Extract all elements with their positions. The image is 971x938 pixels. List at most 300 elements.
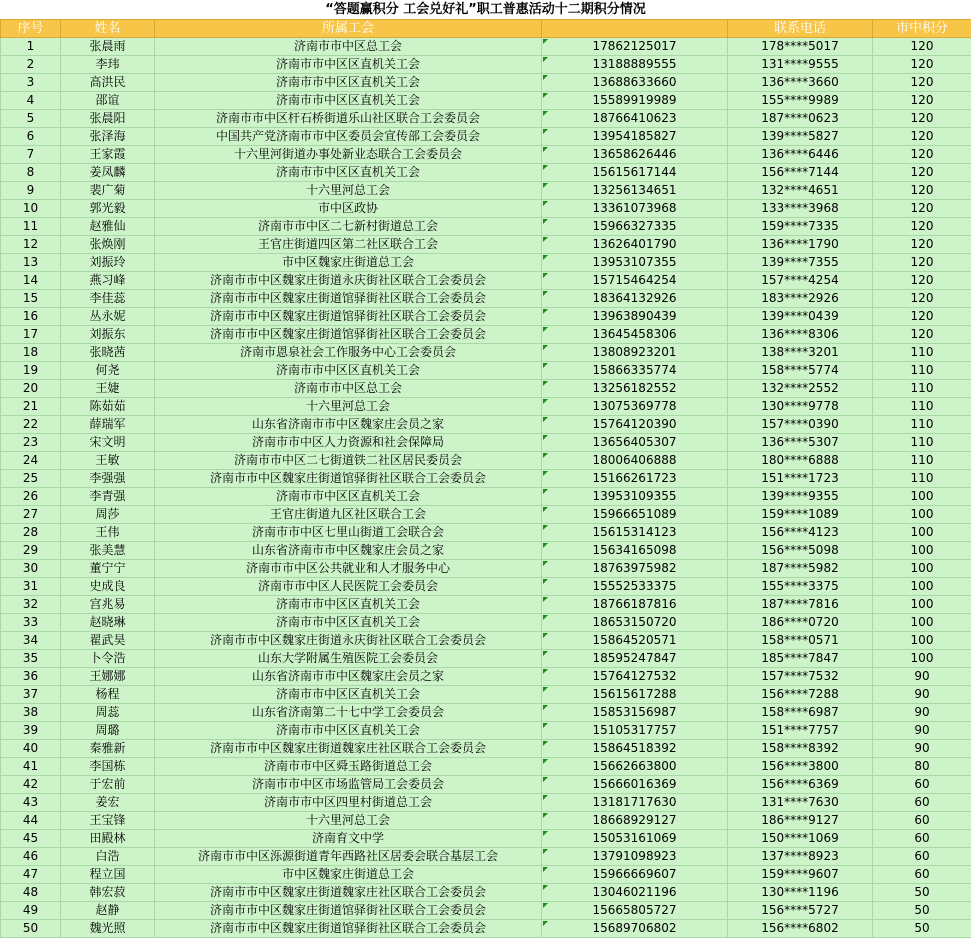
cell-phone-full[interactable]: 13256182552 <box>542 380 728 398</box>
cell-name[interactable]: 李玮 <box>61 56 155 74</box>
cell-phone-masked[interactable]: 136****6446 <box>728 146 873 164</box>
cell-index[interactable]: 16 <box>1 308 61 326</box>
cell-union[interactable]: 十六里河总工会 <box>155 182 542 200</box>
cell-points[interactable]: 60 <box>873 866 971 884</box>
cell-index[interactable]: 31 <box>1 578 61 596</box>
cell-points[interactable]: 100 <box>873 560 971 578</box>
cell-phone-masked[interactable]: 187****0623 <box>728 110 873 128</box>
cell-name[interactable]: 于宏前 <box>61 776 155 794</box>
cell-index[interactable]: 1 <box>1 38 61 56</box>
cell-index[interactable]: 14 <box>1 272 61 290</box>
cell-union[interactable]: 山东省济南市市中区魏家庄会员之家 <box>155 416 542 434</box>
cell-points[interactable]: 120 <box>873 110 971 128</box>
cell-name[interactable]: 周蕊 <box>61 704 155 722</box>
cell-phone-full[interactable]: 15666016369 <box>542 776 728 794</box>
cell-phone-full[interactable]: 15634165098 <box>542 542 728 560</box>
cell-phone-masked[interactable]: 178****5017 <box>728 38 873 56</box>
cell-points[interactable]: 120 <box>873 290 971 308</box>
cell-phone-full[interactable]: 15966651089 <box>542 506 728 524</box>
cell-phone-masked[interactable]: 136****8306 <box>728 326 873 344</box>
cell-index[interactable]: 50 <box>1 920 61 938</box>
cell-points[interactable]: 90 <box>873 668 971 686</box>
cell-index[interactable]: 49 <box>1 902 61 920</box>
cell-index[interactable]: 18 <box>1 344 61 362</box>
cell-index[interactable]: 4 <box>1 92 61 110</box>
cell-phone-masked[interactable]: 150****1069 <box>728 830 873 848</box>
cell-name[interactable]: 卜令浩 <box>61 650 155 668</box>
cell-points[interactable]: 120 <box>873 218 971 236</box>
cell-phone-full[interactable]: 13953109355 <box>542 488 728 506</box>
cell-union[interactable]: 济南市市中区魏家庄街道馆驿街社区联合工会委员会 <box>155 326 542 344</box>
cell-union[interactable]: 济南市市中区人力资源和社会保障局 <box>155 434 542 452</box>
cell-points[interactable]: 100 <box>873 632 971 650</box>
cell-name[interactable]: 秦雅新 <box>61 740 155 758</box>
cell-phone-masked[interactable]: 139****7355 <box>728 254 873 272</box>
cell-phone-masked[interactable]: 158****6987 <box>728 704 873 722</box>
cell-name[interactable]: 王家霞 <box>61 146 155 164</box>
cell-union[interactable]: 济南市市中区舜玉路街道总工会 <box>155 758 542 776</box>
cell-name[interactable]: 张晨阳 <box>61 110 155 128</box>
cell-points[interactable]: 120 <box>873 146 971 164</box>
cell-index[interactable]: 15 <box>1 290 61 308</box>
cell-name[interactable]: 张晓茜 <box>61 344 155 362</box>
cell-name[interactable]: 刘振东 <box>61 326 155 344</box>
cell-phone-full[interactable]: 18766187816 <box>542 596 728 614</box>
cell-union[interactable]: 济南市市中区区直机关工会 <box>155 92 542 110</box>
cell-phone-masked[interactable]: 132****4651 <box>728 182 873 200</box>
cell-name[interactable]: 姜宏 <box>61 794 155 812</box>
cell-index[interactable]: 2 <box>1 56 61 74</box>
cell-phone-full[interactable]: 13181717630 <box>542 794 728 812</box>
cell-index[interactable]: 5 <box>1 110 61 128</box>
cell-points[interactable]: 60 <box>873 848 971 866</box>
cell-index[interactable]: 19 <box>1 362 61 380</box>
cell-phone-full[interactable]: 15105317757 <box>542 722 728 740</box>
cell-name[interactable]: 张美慧 <box>61 542 155 560</box>
cell-points[interactable]: 100 <box>873 650 971 668</box>
cell-phone-masked[interactable]: 131****9555 <box>728 56 873 74</box>
cell-index[interactable]: 24 <box>1 452 61 470</box>
cell-points[interactable]: 110 <box>873 434 971 452</box>
cell-phone-full[interactable]: 18006406888 <box>542 452 728 470</box>
cell-points[interactable]: 80 <box>873 758 971 776</box>
cell-points[interactable]: 60 <box>873 830 971 848</box>
cell-phone-masked[interactable]: 183****2926 <box>728 290 873 308</box>
cell-name[interactable]: 周璐 <box>61 722 155 740</box>
cell-points[interactable]: 90 <box>873 704 971 722</box>
cell-name[interactable]: 周莎 <box>61 506 155 524</box>
cell-phone-full[interactable]: 13954185827 <box>542 128 728 146</box>
cell-union[interactable]: 济南市市中区区直机关工会 <box>155 74 542 92</box>
cell-phone-full[interactable]: 13256134651 <box>542 182 728 200</box>
cell-phone-masked[interactable]: 133****3968 <box>728 200 873 218</box>
cell-index[interactable]: 37 <box>1 686 61 704</box>
cell-points[interactable]: 100 <box>873 506 971 524</box>
cell-phone-full[interactable]: 13953107355 <box>542 254 728 272</box>
header-name[interactable]: 姓名 <box>61 20 155 38</box>
cell-union[interactable]: 济南育文中学 <box>155 830 542 848</box>
cell-name[interactable]: 张晨雨 <box>61 38 155 56</box>
cell-phone-masked[interactable]: 136****3660 <box>728 74 873 92</box>
cell-union[interactable]: 济南市市中区魏家庄街道馆驿街社区联合工会委员会 <box>155 920 542 938</box>
cell-index[interactable]: 34 <box>1 632 61 650</box>
cell-phone-masked[interactable]: 138****3201 <box>728 344 873 362</box>
cell-name[interactable]: 李青强 <box>61 488 155 506</box>
cell-phone-full[interactable]: 13791098923 <box>542 848 728 866</box>
cell-union[interactable]: 济南市市中区四里村街道总工会 <box>155 794 542 812</box>
cell-name[interactable]: 邵谊 <box>61 92 155 110</box>
cell-name[interactable]: 高洪民 <box>61 74 155 92</box>
cell-points[interactable]: 120 <box>873 200 971 218</box>
cell-points[interactable]: 120 <box>873 308 971 326</box>
cell-union[interactable]: 济南市市中区二七新村街道总工会 <box>155 218 542 236</box>
cell-union[interactable]: 济南市市中区区直机关工会 <box>155 686 542 704</box>
cell-union[interactable]: 济南市市中区人民医院工会委员会 <box>155 578 542 596</box>
cell-name[interactable]: 李佳蕊 <box>61 290 155 308</box>
cell-union[interactable]: 济南市市中区区直机关工会 <box>155 56 542 74</box>
cell-union[interactable]: 济南市市中区区直机关工会 <box>155 164 542 182</box>
cell-index[interactable]: 11 <box>1 218 61 236</box>
cell-index[interactable]: 12 <box>1 236 61 254</box>
cell-union[interactable]: 市中区魏家庄街道总工会 <box>155 866 542 884</box>
cell-points[interactable]: 50 <box>873 902 971 920</box>
cell-union[interactable]: 济南市市中区魏家庄街道馆驿街社区联合工会委员会 <box>155 308 542 326</box>
cell-index[interactable]: 23 <box>1 434 61 452</box>
cell-index[interactable]: 7 <box>1 146 61 164</box>
cell-points[interactable]: 120 <box>873 56 971 74</box>
cell-points[interactable]: 120 <box>873 272 971 290</box>
cell-index[interactable]: 32 <box>1 596 61 614</box>
cell-points[interactable]: 110 <box>873 362 971 380</box>
cell-union[interactable]: 济南市市中区二七街道铁二社区居民委员会 <box>155 452 542 470</box>
cell-points[interactable]: 120 <box>873 326 971 344</box>
cell-union[interactable]: 王官庄街道四区第二社区联合工会 <box>155 236 542 254</box>
cell-index[interactable]: 41 <box>1 758 61 776</box>
cell-phone-full[interactable]: 15615314123 <box>542 524 728 542</box>
cell-index[interactable]: 22 <box>1 416 61 434</box>
cell-name[interactable]: 白浩 <box>61 848 155 866</box>
cell-phone-masked[interactable]: 156****6369 <box>728 776 873 794</box>
cell-phone-full[interactable]: 13645458306 <box>542 326 728 344</box>
cell-union[interactable]: 市中区政协 <box>155 200 542 218</box>
cell-union[interactable]: 济南市市中区区直机关工会 <box>155 488 542 506</box>
cell-points[interactable]: 120 <box>873 38 971 56</box>
cell-union[interactable]: 济南市恩泉社会工作服务中心工会委员会 <box>155 344 542 362</box>
cell-points[interactable]: 120 <box>873 128 971 146</box>
cell-index[interactable]: 42 <box>1 776 61 794</box>
cell-index[interactable]: 13 <box>1 254 61 272</box>
cell-name[interactable]: 王伟 <box>61 524 155 542</box>
cell-phone-full[interactable]: 18763975982 <box>542 560 728 578</box>
cell-union[interactable]: 十六里河总工会 <box>155 812 542 830</box>
cell-phone-full[interactable]: 15966669607 <box>542 866 728 884</box>
cell-phone-full[interactable]: 17862125017 <box>542 38 728 56</box>
cell-name[interactable]: 刘振玲 <box>61 254 155 272</box>
cell-phone-full[interactable]: 15864520571 <box>542 632 728 650</box>
cell-index[interactable]: 8 <box>1 164 61 182</box>
cell-name[interactable]: 赵晓琳 <box>61 614 155 632</box>
cell-phone-full[interactable]: 13963890439 <box>542 308 728 326</box>
cell-phone-full[interactable]: 15615617288 <box>542 686 728 704</box>
cell-phone-masked[interactable]: 157****0390 <box>728 416 873 434</box>
cell-points[interactable]: 100 <box>873 578 971 596</box>
cell-phone-full[interactable]: 15764120390 <box>542 416 728 434</box>
cell-phone-masked[interactable]: 186****0720 <box>728 614 873 632</box>
cell-name[interactable]: 何尧 <box>61 362 155 380</box>
cell-points[interactable]: 120 <box>873 254 971 272</box>
cell-phone-masked[interactable]: 187****7816 <box>728 596 873 614</box>
cell-name[interactable]: 杨程 <box>61 686 155 704</box>
cell-union[interactable]: 山东省济南市市中区魏家庄会员之家 <box>155 668 542 686</box>
cell-name[interactable]: 姜凤麟 <box>61 164 155 182</box>
cell-union[interactable]: 济南市市中区区直机关工会 <box>155 362 542 380</box>
cell-phone-full[interactable]: 15689706802 <box>542 920 728 938</box>
cell-phone-masked[interactable]: 155****9989 <box>728 92 873 110</box>
cell-index[interactable]: 9 <box>1 182 61 200</box>
cell-name[interactable]: 韩宏菽 <box>61 884 155 902</box>
cell-index[interactable]: 3 <box>1 74 61 92</box>
cell-union[interactable]: 市中区魏家庄街道总工会 <box>155 254 542 272</box>
header-union[interactable]: 所属工会 <box>155 20 542 38</box>
cell-phone-masked[interactable]: 157****7532 <box>728 668 873 686</box>
cell-index[interactable]: 26 <box>1 488 61 506</box>
cell-points[interactable]: 60 <box>873 794 971 812</box>
cell-phone-masked[interactable]: 131****7630 <box>728 794 873 812</box>
cell-union[interactable]: 济南市市中区魏家庄街道馆驿街社区联合工会委员会 <box>155 470 542 488</box>
cell-points[interactable]: 100 <box>873 596 971 614</box>
cell-phone-masked[interactable]: 139****0439 <box>728 308 873 326</box>
cell-union[interactable]: 济南市市中区总工会 <box>155 380 542 398</box>
cell-phone-masked[interactable]: 185****7847 <box>728 650 873 668</box>
cell-phone-masked[interactable]: 151****7757 <box>728 722 873 740</box>
cell-phone-masked[interactable]: 156****7288 <box>728 686 873 704</box>
cell-phone-full[interactable]: 18766410623 <box>542 110 728 128</box>
cell-index[interactable]: 35 <box>1 650 61 668</box>
cell-index[interactable]: 17 <box>1 326 61 344</box>
cell-name[interactable]: 张焕刚 <box>61 236 155 254</box>
cell-union[interactable]: 济南市市中区杆石桥街道乐山社区联合工会委员会 <box>155 110 542 128</box>
cell-name[interactable]: 宫兆易 <box>61 596 155 614</box>
cell-union[interactable]: 济南市市中区区直机关工会 <box>155 722 542 740</box>
cell-name[interactable]: 赵静 <box>61 902 155 920</box>
cell-union[interactable]: 济南市市中区总工会 <box>155 38 542 56</box>
header-phone-full[interactable] <box>542 20 728 38</box>
cell-phone-full[interactable]: 13075369778 <box>542 398 728 416</box>
cell-index[interactable]: 25 <box>1 470 61 488</box>
cell-phone-full[interactable]: 13046021196 <box>542 884 728 902</box>
cell-index[interactable]: 44 <box>1 812 61 830</box>
cell-phone-masked[interactable]: 136****1790 <box>728 236 873 254</box>
cell-points[interactable]: 120 <box>873 74 971 92</box>
cell-name[interactable]: 陈茹茹 <box>61 398 155 416</box>
cell-phone-full[interactable]: 18595247847 <box>542 650 728 668</box>
cell-union[interactable]: 山东大学附属生殖医院工会委员会 <box>155 650 542 668</box>
cell-name[interactable]: 董宁宁 <box>61 560 155 578</box>
cell-index[interactable]: 39 <box>1 722 61 740</box>
cell-name[interactable]: 王婕 <box>61 380 155 398</box>
header-points[interactable]: 市中积分 <box>873 20 971 38</box>
cell-name[interactable]: 宋文明 <box>61 434 155 452</box>
cell-name[interactable]: 李强强 <box>61 470 155 488</box>
cell-points[interactable]: 120 <box>873 92 971 110</box>
cell-union[interactable]: 济南市市中区魏家庄街道馆驿街社区联合工会委员会 <box>155 290 542 308</box>
cell-points[interactable]: 110 <box>873 398 971 416</box>
cell-phone-masked[interactable]: 151****1723 <box>728 470 873 488</box>
cell-phone-masked[interactable]: 156****5098 <box>728 542 873 560</box>
cell-phone-full[interactable]: 18668929127 <box>542 812 728 830</box>
cell-phone-masked[interactable]: 180****6888 <box>728 452 873 470</box>
cell-points[interactable]: 90 <box>873 686 971 704</box>
cell-phone-full[interactable]: 15166261723 <box>542 470 728 488</box>
cell-union[interactable]: 山东省济南第二十七中学工会委员会 <box>155 704 542 722</box>
cell-phone-full[interactable]: 15966327335 <box>542 218 728 236</box>
cell-phone-full[interactable]: 15552533375 <box>542 578 728 596</box>
cell-phone-full[interactable]: 13188889555 <box>542 56 728 74</box>
cell-phone-full[interactable]: 15589919989 <box>542 92 728 110</box>
cell-phone-masked[interactable]: 156****4123 <box>728 524 873 542</box>
cell-points[interactable]: 110 <box>873 380 971 398</box>
cell-phone-masked[interactable]: 139****5827 <box>728 128 873 146</box>
cell-points[interactable]: 120 <box>873 236 971 254</box>
cell-union[interactable]: 济南市市中区公共就业和人才服务中心 <box>155 560 542 578</box>
cell-name[interactable]: 丛永妮 <box>61 308 155 326</box>
cell-name[interactable]: 王宝锋 <box>61 812 155 830</box>
cell-name[interactable]: 王敏 <box>61 452 155 470</box>
cell-name[interactable]: 燕习峰 <box>61 272 155 290</box>
cell-name[interactable]: 薛瑞军 <box>61 416 155 434</box>
cell-phone-masked[interactable]: 158****8392 <box>728 740 873 758</box>
cell-name[interactable]: 程立国 <box>61 866 155 884</box>
cell-phone-masked[interactable]: 137****8923 <box>728 848 873 866</box>
cell-phone-full[interactable]: 13361073968 <box>542 200 728 218</box>
cell-phone-full[interactable]: 13658626446 <box>542 146 728 164</box>
cell-index[interactable]: 36 <box>1 668 61 686</box>
cell-phone-full[interactable]: 13626401790 <box>542 236 728 254</box>
cell-points[interactable]: 100 <box>873 524 971 542</box>
cell-phone-masked[interactable]: 186****9127 <box>728 812 873 830</box>
cell-name[interactable]: 田殿林 <box>61 830 155 848</box>
cell-index[interactable]: 40 <box>1 740 61 758</box>
cell-phone-full[interactable]: 18653150720 <box>542 614 728 632</box>
cell-phone-masked[interactable]: 132****2552 <box>728 380 873 398</box>
cell-name[interactable]: 魏光照 <box>61 920 155 938</box>
cell-name[interactable]: 赵雅仙 <box>61 218 155 236</box>
cell-union[interactable]: 济南市市中区泺源街道青年西路社区居委会联合基层工会 <box>155 848 542 866</box>
cell-index[interactable]: 27 <box>1 506 61 524</box>
cell-union[interactable]: 济南市市中区魏家庄街道魏家庄社区联合工会委员会 <box>155 740 542 758</box>
cell-index[interactable]: 46 <box>1 848 61 866</box>
cell-index[interactable]: 43 <box>1 794 61 812</box>
cell-phone-masked[interactable]: 139****9355 <box>728 488 873 506</box>
header-index[interactable]: 序号 <box>1 20 61 38</box>
cell-phone-full[interactable]: 15864518392 <box>542 740 728 758</box>
cell-phone-masked[interactable]: 156****7144 <box>728 164 873 182</box>
cell-points[interactable]: 50 <box>873 920 971 938</box>
cell-name[interactable]: 史成良 <box>61 578 155 596</box>
cell-union[interactable]: 十六里河总工会 <box>155 398 542 416</box>
cell-union[interactable]: 济南市市中区魏家庄街道魏家庄社区联合工会委员会 <box>155 884 542 902</box>
cell-index[interactable]: 28 <box>1 524 61 542</box>
header-phone[interactable]: 联系电话 <box>728 20 873 38</box>
cell-union[interactable]: 济南市市中区魏家庄街道永庆街社区联合工会委员会 <box>155 632 542 650</box>
cell-index[interactable]: 47 <box>1 866 61 884</box>
cell-points[interactable]: 90 <box>873 722 971 740</box>
cell-points[interactable]: 100 <box>873 542 971 560</box>
cell-points[interactable]: 110 <box>873 416 971 434</box>
cell-points[interactable]: 100 <box>873 488 971 506</box>
cell-union[interactable]: 中国共产党济南市市中区委员会宣传部工会委员会 <box>155 128 542 146</box>
cell-phone-full[interactable]: 15853156987 <box>542 704 728 722</box>
cell-union[interactable]: 济南市市中区区直机关工会 <box>155 614 542 632</box>
cell-phone-masked[interactable]: 136****5307 <box>728 434 873 452</box>
cell-phone-masked[interactable]: 157****4254 <box>728 272 873 290</box>
cell-phone-full[interactable]: 18364132926 <box>542 290 728 308</box>
cell-union[interactable]: 济南市市中区区直机关工会 <box>155 596 542 614</box>
cell-phone-full[interactable]: 15615617144 <box>542 164 728 182</box>
cell-name[interactable]: 李国栋 <box>61 758 155 776</box>
cell-phone-masked[interactable]: 130****1196 <box>728 884 873 902</box>
cell-phone-full[interactable]: 15053161069 <box>542 830 728 848</box>
cell-index[interactable]: 30 <box>1 560 61 578</box>
cell-index[interactable]: 45 <box>1 830 61 848</box>
cell-phone-full[interactable]: 15764127532 <box>542 668 728 686</box>
cell-points[interactable]: 100 <box>873 614 971 632</box>
cell-points[interactable]: 50 <box>873 884 971 902</box>
cell-union[interactable]: 济南市市中区七里山街道工会联合会 <box>155 524 542 542</box>
cell-name[interactable]: 王娜娜 <box>61 668 155 686</box>
cell-phone-full[interactable]: 13808923201 <box>542 344 728 362</box>
cell-index[interactable]: 33 <box>1 614 61 632</box>
cell-union[interactable]: 十六里河街道办事处新业态联合工会委员会 <box>155 146 542 164</box>
cell-index[interactable]: 48 <box>1 884 61 902</box>
cell-name[interactable]: 翟武昊 <box>61 632 155 650</box>
cell-phone-full[interactable]: 13656405307 <box>542 434 728 452</box>
cell-points[interactable]: 120 <box>873 182 971 200</box>
cell-index[interactable]: 10 <box>1 200 61 218</box>
cell-phone-full[interactable]: 15866335774 <box>542 362 728 380</box>
cell-phone-full[interactable]: 15662663800 <box>542 758 728 776</box>
cell-name[interactable]: 张泽海 <box>61 128 155 146</box>
cell-phone-masked[interactable]: 156****6802 <box>728 920 873 938</box>
cell-phone-masked[interactable]: 155****3375 <box>728 578 873 596</box>
cell-phone-masked[interactable]: 159****7335 <box>728 218 873 236</box>
cell-union[interactable]: 王官庄街道九区社区联合工会 <box>155 506 542 524</box>
cell-index[interactable]: 20 <box>1 380 61 398</box>
cell-phone-masked[interactable]: 158****5774 <box>728 362 873 380</box>
cell-index[interactable]: 21 <box>1 398 61 416</box>
cell-phone-masked[interactable]: 130****9778 <box>728 398 873 416</box>
cell-union[interactable]: 济南市市中区市场监管局工会委员会 <box>155 776 542 794</box>
cell-union[interactable]: 山东省济南市市中区魏家庄会员之家 <box>155 542 542 560</box>
cell-union[interactable]: 济南市市中区魏家庄街道馆驿街社区联合工会委员会 <box>155 902 542 920</box>
cell-points[interactable]: 110 <box>873 470 971 488</box>
cell-points[interactable]: 120 <box>873 164 971 182</box>
cell-phone-masked[interactable]: 156****5727 <box>728 902 873 920</box>
cell-index[interactable]: 29 <box>1 542 61 560</box>
cell-points[interactable]: 90 <box>873 740 971 758</box>
cell-points[interactable]: 60 <box>873 776 971 794</box>
cell-index[interactable]: 38 <box>1 704 61 722</box>
cell-phone-masked[interactable]: 187****5982 <box>728 560 873 578</box>
cell-points[interactable]: 60 <box>873 812 971 830</box>
cell-phone-full[interactable]: 15715464254 <box>542 272 728 290</box>
cell-points[interactable]: 110 <box>873 344 971 362</box>
cell-index[interactable]: 6 <box>1 128 61 146</box>
cell-union[interactable]: 济南市市中区魏家庄街道永庆街社区联合工会委员会 <box>155 272 542 290</box>
cell-name[interactable]: 裴广菊 <box>61 182 155 200</box>
cell-points[interactable]: 110 <box>873 452 971 470</box>
cell-phone-masked[interactable]: 158****0571 <box>728 632 873 650</box>
